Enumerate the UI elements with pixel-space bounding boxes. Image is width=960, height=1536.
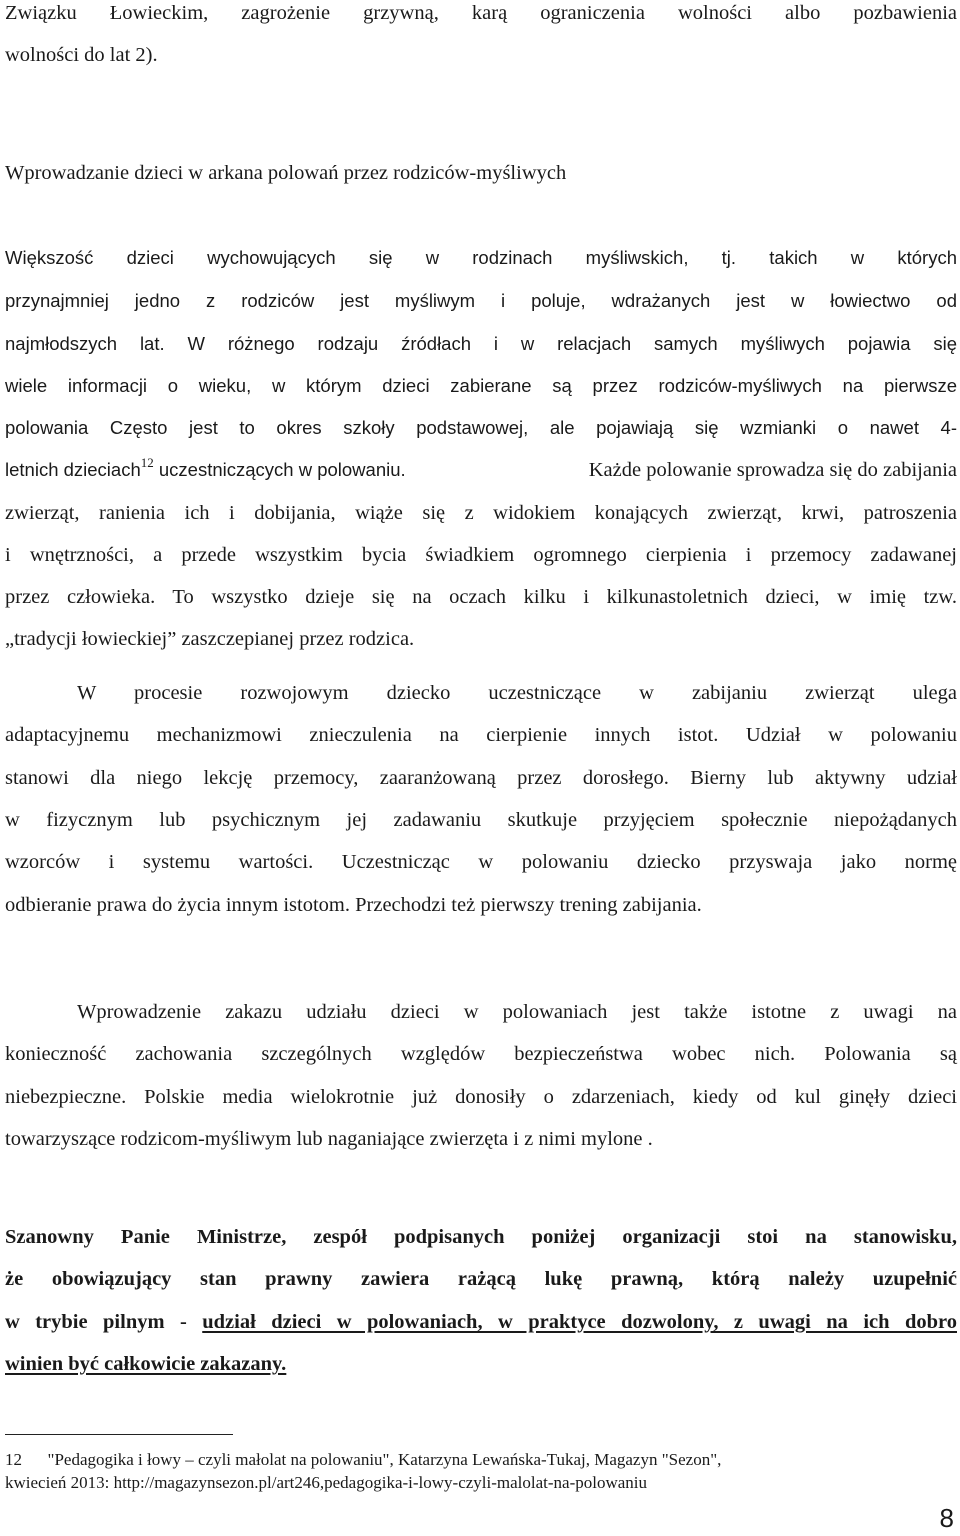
footnote-text: 12 "Pedagogika i łowy – czyli małolat na polowaniu", Katarzyna Lewańska-Tukaj, Magazyn "Sezon", bbox=[5, 1450, 722, 1469]
text-line: wzorców i systemu wartości. Uczestnicząc w polowaniu dziecko przyswaja jako normę bbox=[5, 851, 957, 873]
text-line: przynajmniej jedno z rodziców jest myśliwym i poluje, wdrażanych jest w łowiectwo od bbox=[5, 290, 957, 311]
text-line: Związku Łowieckim, zagrożenie grzywną, karą ograniczenia wolności albo pozbawienia bbox=[5, 2, 957, 24]
text-line: wiele informacji o wieku, w którym dzieci zabierane są przez rodziców-myśliwych na pierwsze bbox=[5, 375, 957, 396]
footnote-text: kwiecień 2013: http://magazynsezon.pl/art246,pedagogika-i-lowy-czyli-malolat-na-polowaniu bbox=[5, 1473, 648, 1492]
text-span: uczestniczących w polowaniu. bbox=[158, 459, 406, 480]
text-line: towarzyszące rodzicom-myśliwym lub naganiające zwierzęta i z nimi mylone . bbox=[5, 1128, 653, 1150]
text-span: w trybie pilnym - bbox=[5, 1311, 203, 1333]
text-line: niebezpieczne. Polskie media wielokrotnie już donosiły o zdarzeniach, kiedy od kul ginęły dzieci bbox=[5, 1086, 957, 1108]
text-line: Wprowadzenie zakazu udziału dzieci w polowaniach jest także istotne z uwagi na bbox=[77, 1001, 957, 1023]
text-line: adaptacyjnemu mechanizmowi znieczulenia na cierpienie innych istot. Udział w polowaniu bbox=[5, 724, 957, 746]
underlined-text: udział dzieci w polowaniach, w praktyce dozwolony, z uwagi na ich dobro bbox=[202, 1311, 957, 1333]
text-line: polowania Często jest to okres szkoły podstawowej, ale pojawiają się wzmianki o nawet 4- bbox=[5, 417, 957, 438]
text-line: przez człowieka. To wszystko dzieje się na oczach kilku i kilkunastoletnich dzieci, w imię tzw. bbox=[5, 586, 957, 608]
text-line: Większość dzieci wychowujących się w rodzinach myśliwskich, tj. takich w których bbox=[5, 247, 957, 268]
text-line: odbieranie prawa do życia innym istotom. Przechodzi też pierwszy trening zabijania. bbox=[5, 894, 702, 916]
text-line: w fizycznym lub psychicznym jej zadawaniu skutkuje przyjęciem społecznie niepożądanych bbox=[5, 809, 957, 831]
text-line bbox=[5, 457, 957, 483]
footnote-divider bbox=[5, 1434, 233, 1435]
section-heading: Wprowadzanie dzieci w arkana polowań przez rodziców-myśliwych bbox=[5, 162, 567, 184]
text-line: i wnętrzności, a przede wszystkim bycia świadkiem ogromnego cierpienia i przemocy zadawanej bbox=[5, 544, 957, 566]
text-line: „tradycji łowieckiej” zaszczepianej przez rodzica. bbox=[5, 628, 415, 650]
text-line: konieczność zachowania szczególnych względów bezpieczeństwa wobec nich. Polowania są bbox=[5, 1043, 957, 1065]
text-line: najmłodszych lat. W różnego rodzaju źródłach i w relacjach samych myśliwych pojawia się bbox=[5, 333, 957, 354]
page-number: 8 bbox=[939, 1503, 954, 1533]
text-line: że obowiązujący stan prawny zawiera rażącą lukę prawną, którą należy uzupełnić bbox=[5, 1268, 957, 1290]
text-span: Każde polowanie sprowadza się do zabijania bbox=[588, 459, 957, 481]
footnote-ref: 12 bbox=[140, 455, 154, 470]
text-span: letnich dzieciach bbox=[5, 459, 141, 480]
text-line: wolności do lat 2). bbox=[5, 44, 158, 66]
text-line: winien być całkowicie zakazany. bbox=[5, 1353, 287, 1375]
text-line bbox=[5, 1309, 957, 1335]
text-line: stanowi dla niego lekcję przemocy, zaaranżowaną przez dorosłego. Bierny lub aktywny udział bbox=[5, 767, 957, 789]
text-line: Szanowny Panie Ministrze, zespół podpisanych poniżej organizacji stoi na stanowisku, bbox=[5, 1226, 957, 1248]
text-line: W procesie rozwojowym dziecko uczestniczące w zabijaniu zwierząt ulega bbox=[77, 682, 957, 704]
text-line: zwierząt, ranienia ich i dobijania, wiąże się z widokiem konających zwierząt, krwi, patroszenia bbox=[5, 502, 957, 524]
